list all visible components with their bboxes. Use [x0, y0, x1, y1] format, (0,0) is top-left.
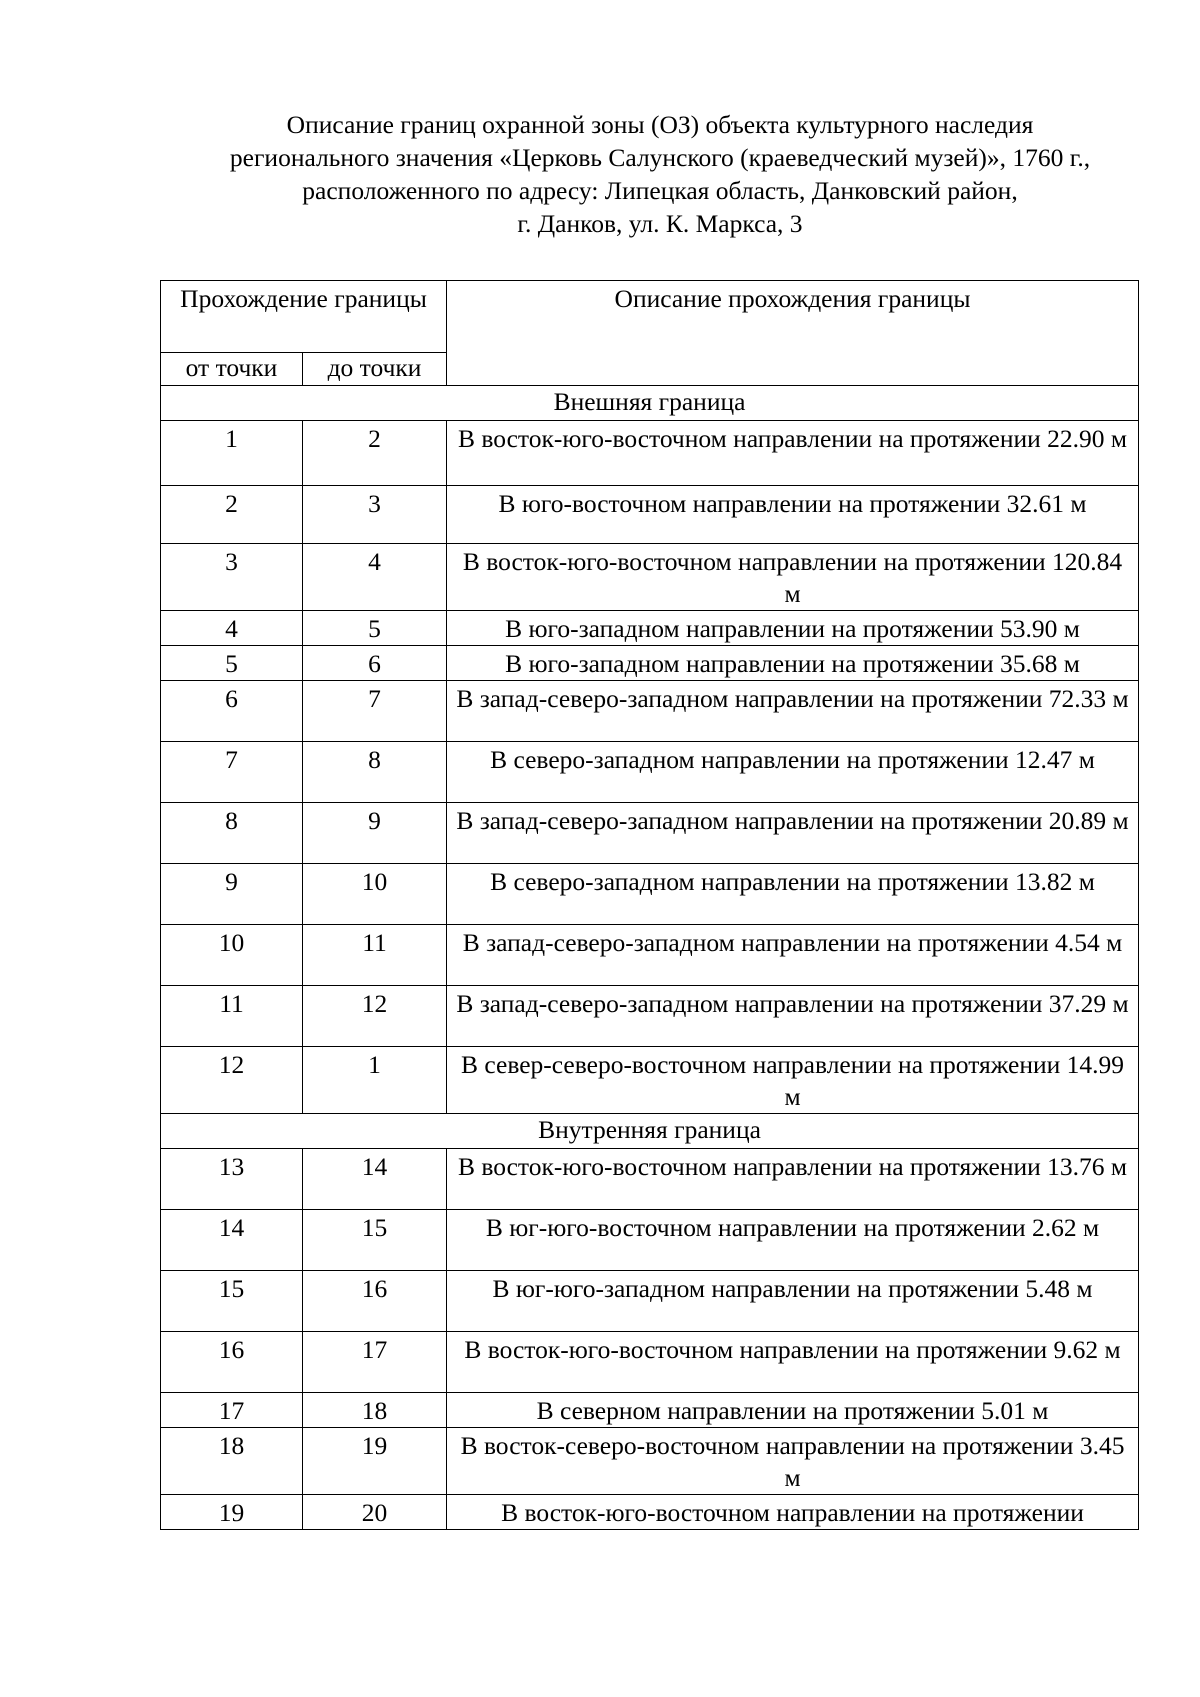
to-point-cell: 17	[303, 1332, 447, 1393]
from-point-cell: 8	[161, 803, 303, 864]
description-cell: В восток-юго-восточном направлении на протяжении	[447, 1495, 1139, 1530]
from-point-cell: 15	[161, 1271, 303, 1332]
table-row	[161, 1428, 1139, 1495]
from-point-cell: 11	[161, 986, 303, 1047]
table-row	[161, 611, 1139, 646]
description-cell: В запад-северо-западном направлении на протяжении 37.29 м	[447, 986, 1139, 1047]
from-point-cell: 3	[161, 544, 303, 611]
table-row	[161, 681, 1139, 742]
header-to-point: до точки	[303, 353, 447, 386]
to-point-cell: 11	[303, 925, 447, 986]
to-point-cell: 8	[303, 742, 447, 803]
description-cell: В запад-северо-западном направлении на протяжении 20.89 м	[447, 803, 1139, 864]
table-row	[161, 544, 1139, 611]
to-point-cell: 4	[303, 544, 447, 611]
to-point-cell: 10	[303, 864, 447, 925]
title-line: Описание границ охранной зоны (ОЗ) объекта культурного наследия	[286, 110, 1034, 139]
from-point-cell: 7	[161, 742, 303, 803]
to-point-cell: 2	[303, 421, 447, 486]
description-cell: В восток-юго-восточном направлении на протяжении 120.84 м	[447, 544, 1139, 611]
description-cell: В юго-западном направлении на протяжении 53.90 м	[447, 611, 1139, 646]
description-cell: В север-северо-восточном направлении на протяжении 14.99 м	[447, 1047, 1139, 1114]
table-row	[161, 803, 1139, 864]
to-point-cell: 3	[303, 486, 447, 544]
table-row	[161, 486, 1139, 544]
title-line: г. Данков, ул. К. Маркса, 3	[517, 209, 803, 238]
to-point-cell: 20	[303, 1495, 447, 1530]
to-point-cell: 6	[303, 646, 447, 681]
to-point-cell: 12	[303, 986, 447, 1047]
from-point-cell: 2	[161, 486, 303, 544]
header-from-point: от точки	[161, 353, 303, 386]
to-point-cell: 1	[303, 1047, 447, 1114]
description-cell: В северо-западном направлении на протяжении 12.47 м	[447, 742, 1139, 803]
from-point-cell: 18	[161, 1428, 303, 1495]
table-row	[161, 1393, 1139, 1428]
table-row	[161, 421, 1139, 486]
table-row	[161, 1495, 1139, 1530]
description-cell: В юг-юго-восточном направлении на протяжении 2.62 м	[447, 1210, 1139, 1271]
header-description: Описание прохождения границы	[447, 281, 1139, 386]
from-point-cell: 13	[161, 1149, 303, 1210]
table-row	[161, 1047, 1139, 1114]
from-point-cell: 19	[161, 1495, 303, 1530]
table-row	[161, 864, 1139, 925]
header-boundary-passage: Прохождение границы	[161, 281, 447, 353]
table-row	[161, 1210, 1139, 1271]
title-line: расположенного по адресу: Липецкая область, Данковский район,	[302, 176, 1018, 205]
description-cell: В запад-северо-западном направлении на протяжении 72.33 м	[447, 681, 1139, 742]
description-cell: В северном направлении на протяжении 5.01 м	[447, 1393, 1139, 1428]
from-point-cell: 10	[161, 925, 303, 986]
from-point-cell: 1	[161, 421, 303, 486]
to-point-cell: 7	[303, 681, 447, 742]
to-point-cell: 15	[303, 1210, 447, 1271]
description-cell: В юго-восточном направлении на протяжении 32.61 м	[447, 486, 1139, 544]
description-cell: В восток-юго-восточном направлении на протяжении 9.62 м	[447, 1332, 1139, 1393]
section-row	[161, 1114, 1139, 1149]
title-line: регионального значения «Церковь Салунского (краеведческий музей)», 1760 г.,	[229, 143, 1091, 172]
table-row	[161, 925, 1139, 986]
table-row	[161, 742, 1139, 803]
from-point-cell: 5	[161, 646, 303, 681]
from-point-cell: 16	[161, 1332, 303, 1393]
table-row	[161, 646, 1139, 681]
section-title: Внешняя граница	[161, 386, 1139, 421]
to-point-cell: 14	[303, 1149, 447, 1210]
section-row	[161, 386, 1139, 421]
from-point-cell: 12	[161, 1047, 303, 1114]
to-point-cell: 9	[303, 803, 447, 864]
from-point-cell: 17	[161, 1393, 303, 1428]
description-cell: В юг-юго-западном направлении на протяжении 5.48 м	[447, 1271, 1139, 1332]
section-title: Внутренняя граница	[161, 1114, 1139, 1149]
table-row	[161, 1332, 1139, 1393]
description-cell: В восток-юго-восточном направлении на протяжении 13.76 м	[447, 1149, 1139, 1210]
from-point-cell: 4	[161, 611, 303, 646]
description-cell: В юго-западном направлении на протяжении 35.68 м	[447, 646, 1139, 681]
description-cell: В восток-юго-восточном направлении на протяжении 22.90 м	[447, 421, 1139, 486]
from-point-cell: 14	[161, 1210, 303, 1271]
from-point-cell: 6	[161, 681, 303, 742]
description-cell: В северо-западном направлении на протяжении 13.82 м	[447, 864, 1139, 925]
table-row	[161, 1271, 1139, 1332]
to-point-cell: 18	[303, 1393, 447, 1428]
to-point-cell: 16	[303, 1271, 447, 1332]
table-row	[161, 1149, 1139, 1210]
document-title	[150, 108, 1170, 240]
boundary-table	[160, 280, 1139, 1530]
table-row	[161, 986, 1139, 1047]
to-point-cell: 19	[303, 1428, 447, 1495]
from-point-cell: 9	[161, 864, 303, 925]
description-cell: В восток-северо-восточном направлении на протяжении 3.45 м	[447, 1428, 1139, 1495]
description-cell: В запад-северо-западном направлении на протяжении 4.54 м	[447, 925, 1139, 986]
to-point-cell: 5	[303, 611, 447, 646]
